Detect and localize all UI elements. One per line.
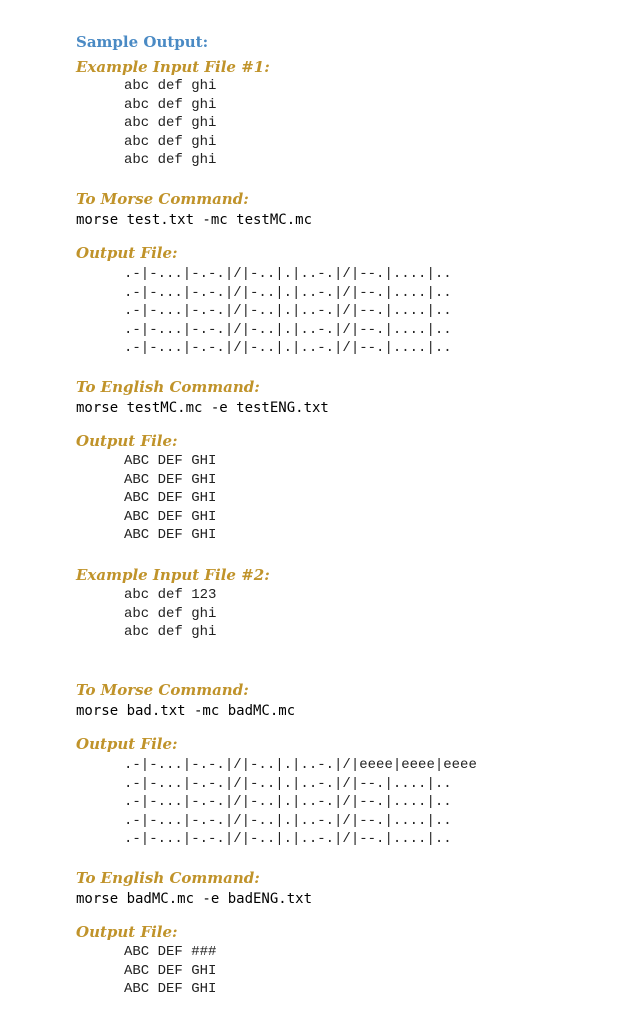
english2-output-heading: Output File:	[76, 923, 178, 941]
example2-heading: Example Input File #2:	[76, 566, 270, 584]
english2-heading: To English Command:	[76, 869, 260, 887]
example2-line: abc def ghi	[124, 606, 217, 622]
english2-output-line: ABC DEF ###	[124, 944, 217, 960]
morse1-output-heading: Output File:	[76, 244, 178, 262]
example1-line: abc def ghi	[124, 97, 217, 113]
english2-output-line: ABC DEF GHI	[124, 981, 217, 997]
morse1-output-line: .-|-...|-.-.|/|-..|.|..-.|/|--.|....|..	[124, 303, 452, 319]
english1-output-line: ABC DEF GHI	[124, 527, 217, 543]
english1-output-line: ABC DEF GHI	[124, 490, 217, 506]
english1-output-line: ABC DEF GHI	[124, 453, 217, 469]
sample-output-title: Sample Output:	[76, 33, 209, 51]
example1-line: abc def ghi	[124, 78, 217, 94]
example1-line: abc def ghi	[124, 152, 217, 168]
morse1-output-line: .-|-...|-.-.|/|-..|.|..-.|/|--.|....|..	[124, 266, 452, 282]
morse1-output-line: .-|-...|-.-.|/|-..|.|..-.|/|--.|....|..	[124, 322, 452, 338]
morse2-command: morse bad.txt -mc badMC.mc	[76, 703, 296, 719]
morse1-command: morse test.txt -mc testMC.mc	[76, 212, 313, 228]
morse1-output-line: .-|-...|-.-.|/|-..|.|..-.|/|--.|....|..	[124, 340, 452, 356]
morse1-output-line: .-|-...|-.-.|/|-..|.|..-.|/|--.|....|..	[124, 285, 452, 301]
english1-command: morse testMC.mc -e testENG.txt	[76, 400, 329, 416]
morse2-output-heading: Output File:	[76, 735, 178, 753]
example2-line: abc def 123	[124, 587, 217, 603]
example1-heading: Example Input File #1:	[76, 58, 270, 76]
english2-command: morse badMC.mc -e badENG.txt	[76, 891, 313, 907]
english1-output-line: ABC DEF GHI	[124, 472, 217, 488]
example2-line: abc def ghi	[124, 624, 217, 640]
morse2-heading: To Morse Command:	[76, 681, 249, 699]
english1-heading: To English Command:	[76, 378, 260, 396]
english1-output-heading: Output File:	[76, 432, 178, 450]
english2-output-line: ABC DEF GHI	[124, 963, 217, 979]
morse2-output-line: .-|-...|-.-.|/|-..|.|..-.|/|--.|....|..	[124, 813, 452, 829]
example1-line: abc def ghi	[124, 134, 217, 150]
morse2-output-line: .-|-...|-.-.|/|-..|.|..-.|/|eeee|eeee|eeee	[124, 757, 477, 773]
morse1-heading: To Morse Command:	[76, 190, 249, 208]
morse2-output-line: .-|-...|-.-.|/|-..|.|..-.|/|--.|....|..	[124, 794, 452, 810]
morse2-output-line: .-|-...|-.-.|/|-..|.|..-.|/|--.|....|..	[124, 831, 452, 847]
morse2-output-line: .-|-...|-.-.|/|-..|.|..-.|/|--.|....|..	[124, 776, 452, 792]
english1-output-line: ABC DEF GHI	[124, 509, 217, 525]
example1-line: abc def ghi	[124, 115, 217, 131]
